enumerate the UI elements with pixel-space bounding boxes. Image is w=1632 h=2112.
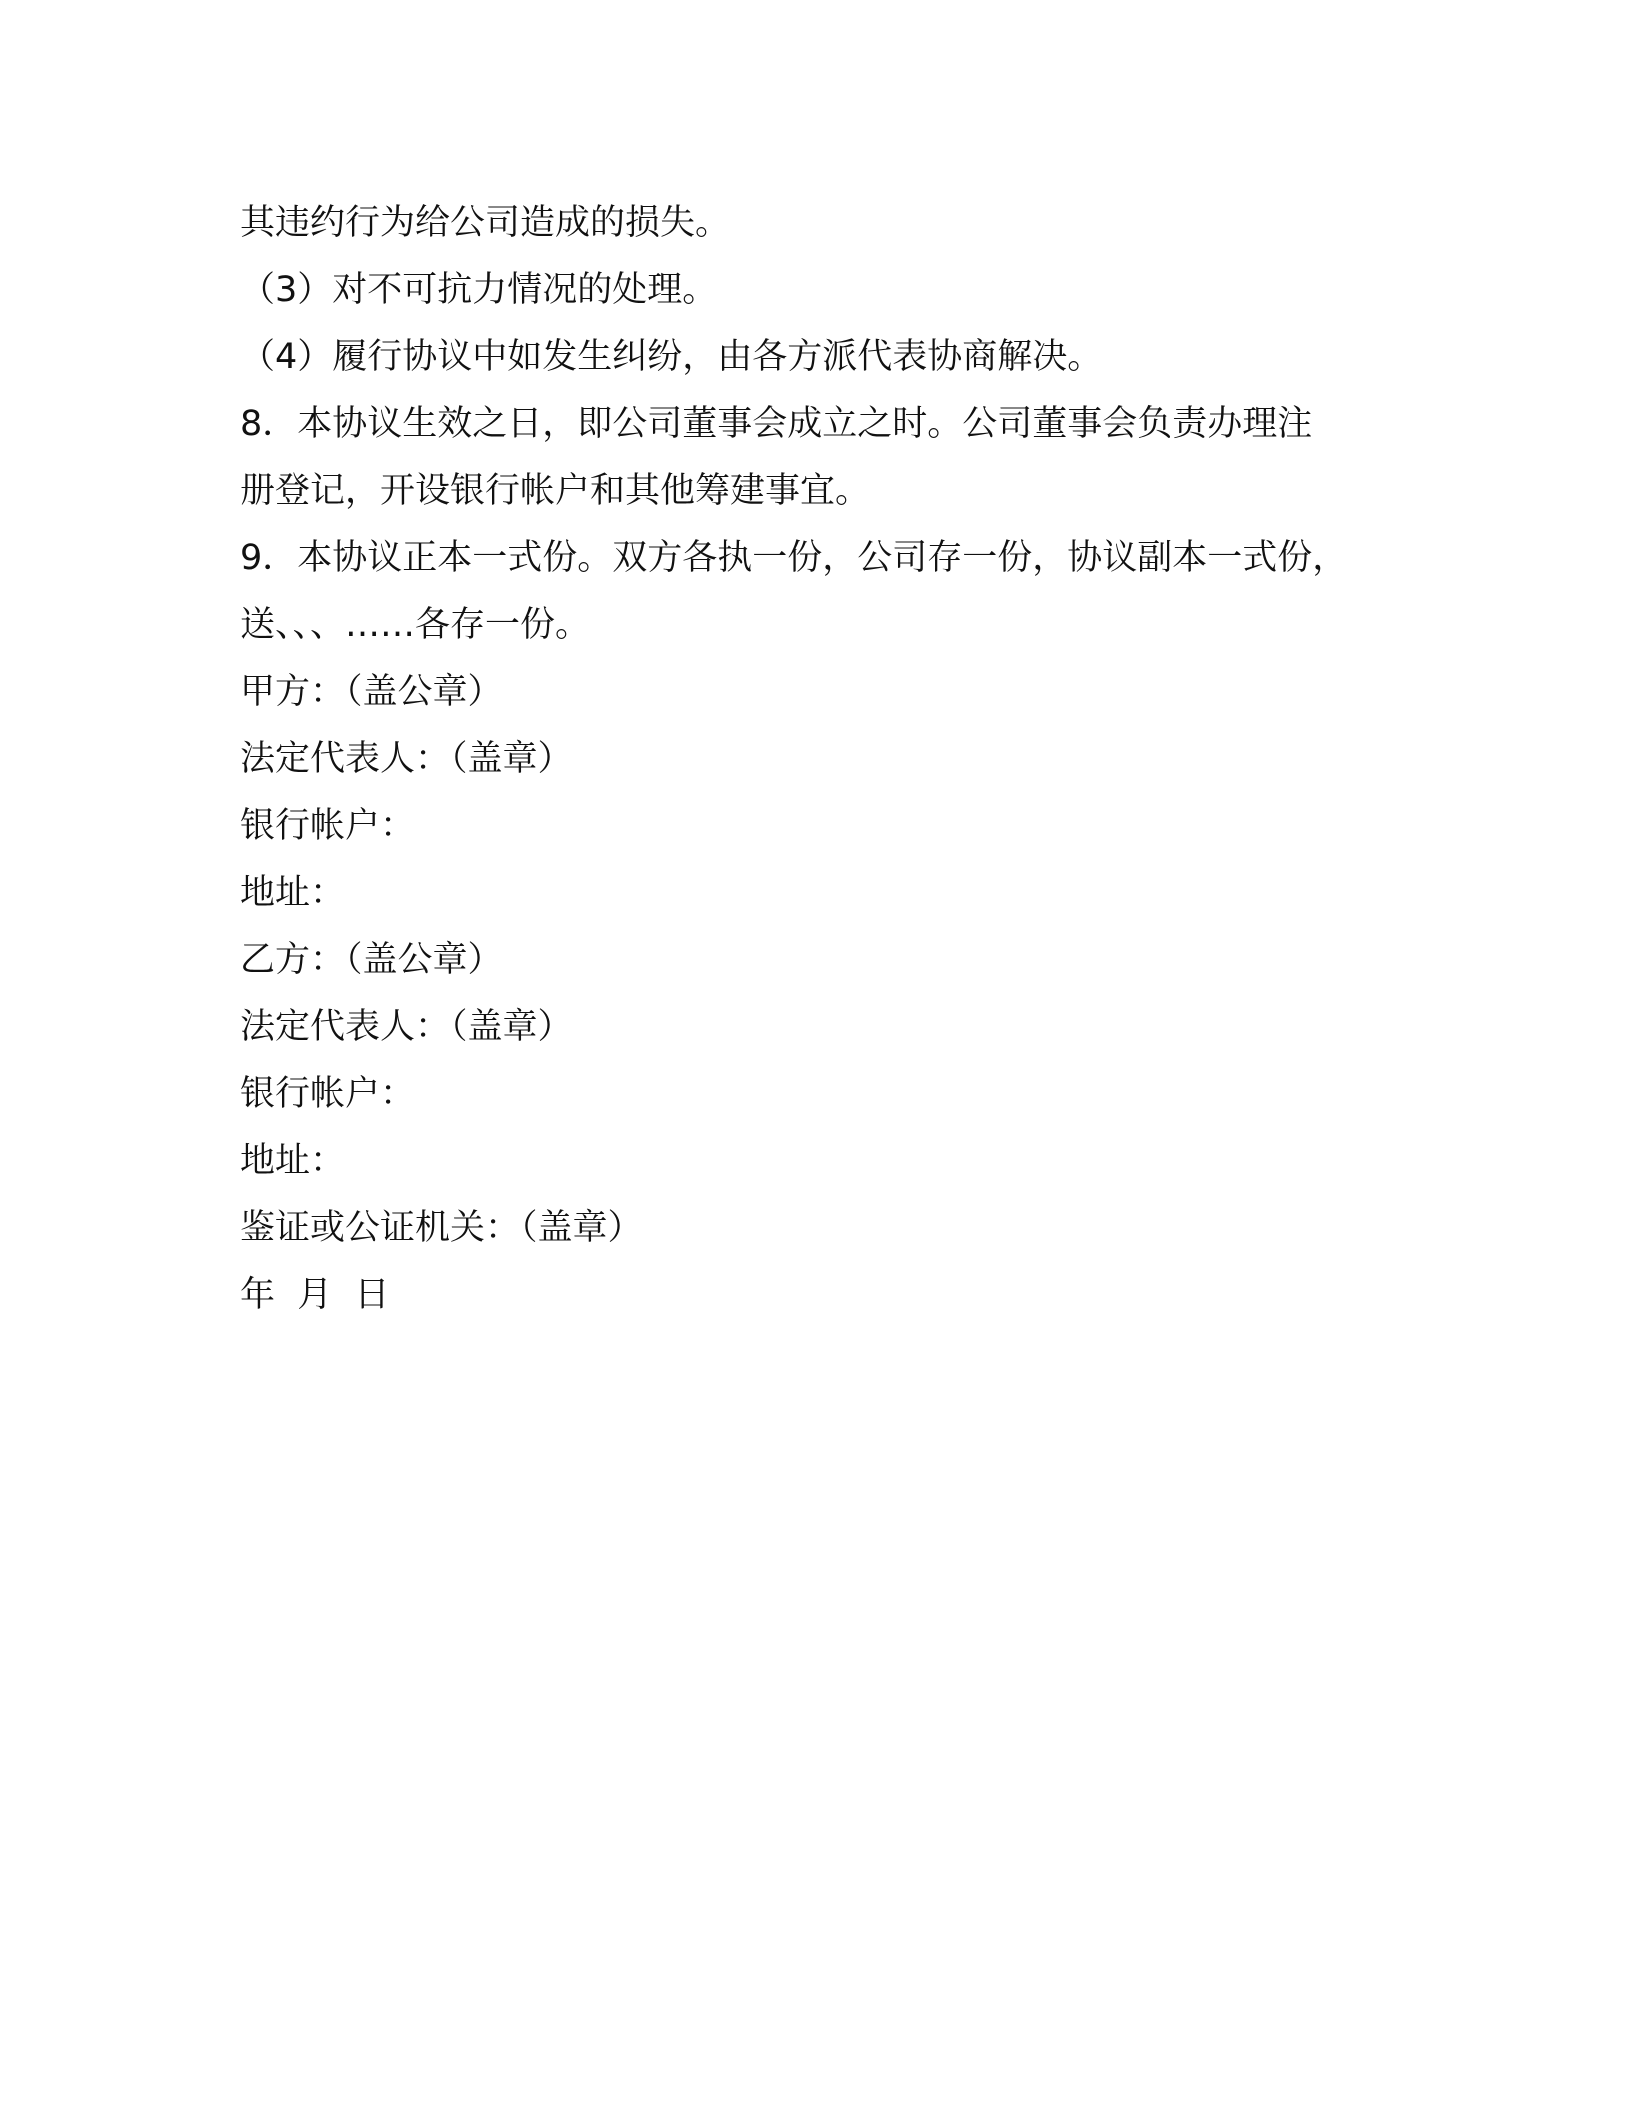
party-b-seal: 乙方：（盖公章） (240, 940, 503, 980)
party-a-seal: 甲方：（盖公章） (240, 672, 503, 712)
notary-seal: 鉴证或公证机关：（盖章） (240, 1208, 643, 1248)
party-b-bank-account: 银行帐户： (240, 1074, 416, 1114)
party-a-bank-account: 银行帐户： (240, 806, 416, 846)
party-a-address: 地址： (240, 873, 346, 913)
party-b-address: 地址： (240, 1141, 346, 1181)
date-line: 年 月 日 (240, 1275, 390, 1315)
clause-8-line-2: 册登记，开设银行帐户和其他筹建事宜。 (240, 471, 871, 511)
clause-7-3: （3）对不可抗力情况的处理。 (240, 270, 718, 310)
clause-9-line-1: 9．本协议正本一式份。双方各执一份，公司存一份，协议副本一式份， (240, 538, 1348, 578)
clause-7-4: （4）履行协议中如发生纠纷，由各方派代表协商解决。 (240, 337, 1103, 377)
document-body (240, 190, 1400, 1329)
clause-9-line-2: 送、、、……各存一份。 (240, 605, 591, 645)
party-a-legal-rep: 法定代表人：（盖章） (240, 739, 573, 779)
clause-8-line-1: 8．本协议生效之日，即公司董事会成立之时。公司董事会负责办理注 (240, 404, 1313, 444)
clause-7-2-continuation: 其违约行为给公司造成的损失。 (240, 203, 731, 243)
party-b-legal-rep: 法定代表人：（盖章） (240, 1007, 573, 1047)
